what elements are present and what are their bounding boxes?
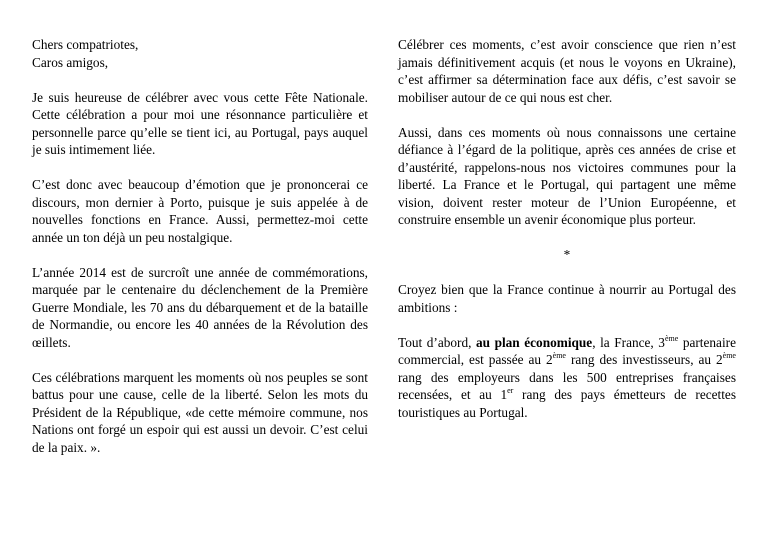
paragraph-ambitions: Croyez bien que la France continue à nourrir au Portugal des ambitions :: [398, 282, 736, 315]
section-separator: *: [563, 247, 571, 262]
greeting-french: Chers compatriotes,: [32, 37, 139, 52]
text-segment: rang des employeurs dans les 500 entreprises françaises recensées, et au 1: [398, 369, 736, 402]
text-segment: rang des pays émetteurs de recettes touristiques au Portugal.: [398, 387, 736, 420]
emphasis-plan-economique: au plan économique: [475, 334, 593, 350]
left-column: [32, 36, 368, 456]
greeting-portuguese: Caros amigos,: [32, 54, 109, 70]
ordinal-superscript: ème: [722, 351, 736, 360]
paragraph-defiance: Aussi, dans ces moments où nous connaissons une certaine défiance à l’égard de la politique, après ces années de crise et d’austérité, rappelons-nous nos victoires communes pour la liberté. La France et le Portugal, qui partagent une même vision, doivent rester moteur de l’Union Européenne, et construire ensemble un avenir économique plus porteur.: [398, 124, 736, 227]
text-segment: , la France, 3: [592, 334, 665, 350]
paragraph-plan-economique: [398, 334, 736, 422]
paragraph-celebrer: Célébrer ces moments, c’est avoir conscience que rien n’est jamais définitivement acquis (et nous le voyons en Ukraine), c’est affirmer sa détermination face aux défis, c’est savoir se mobiliser autour de ce qui nous est cher.: [398, 37, 736, 105]
ordinal-superscript: ème: [552, 351, 566, 360]
paragraph-discours: C’est donc avec beaucoup d’émotion que je prononcerai ce discours, mon dernier à Porto, puisque je suis appelée à de nouvelles fonctions en France. Aussi, permettez-moi cette année un ton déjà un peu nostalgique.: [32, 177, 368, 245]
paragraph-celebrations: Ces célébrations marquent les moments où nos peuples se sont battus pour une cause, celle de la liberté. Selon les mots du Président de la République, «de cette mémoire commune, nos Nations ont forgé un espoir qui est aussi un devoir. C’est celui de la paix. ».: [32, 369, 368, 455]
right-column: [398, 36, 736, 421]
text-segment: partenaire commercial, est passée au 2: [398, 334, 736, 367]
paragraph-commemorations: L’année 2014 est de surcroît une année de commémorations, marquée par le centenaire du déclenchement de la Première Guerre Mondiale, les 70 ans du débarquement et de la bataille de Normandie, ou encore les 40 années de la Révolution des œillets.: [32, 264, 368, 350]
text-segment: rang des investisseurs, au 2: [565, 352, 723, 367]
text-segment: Tout d’abord,: [398, 334, 476, 350]
ordinal-superscript: er: [507, 386, 514, 395]
ordinal-superscript: ème: [664, 333, 679, 343]
paragraph-fete-nationale: Je suis heureuse de célébrer avec vous cette Fête Nationale. Cette célébration a pour moi une résonnance particulière et personnelle parce qu’elle se tient ici, au Portugal, pays auquel je suis intimement liée.: [32, 89, 368, 157]
